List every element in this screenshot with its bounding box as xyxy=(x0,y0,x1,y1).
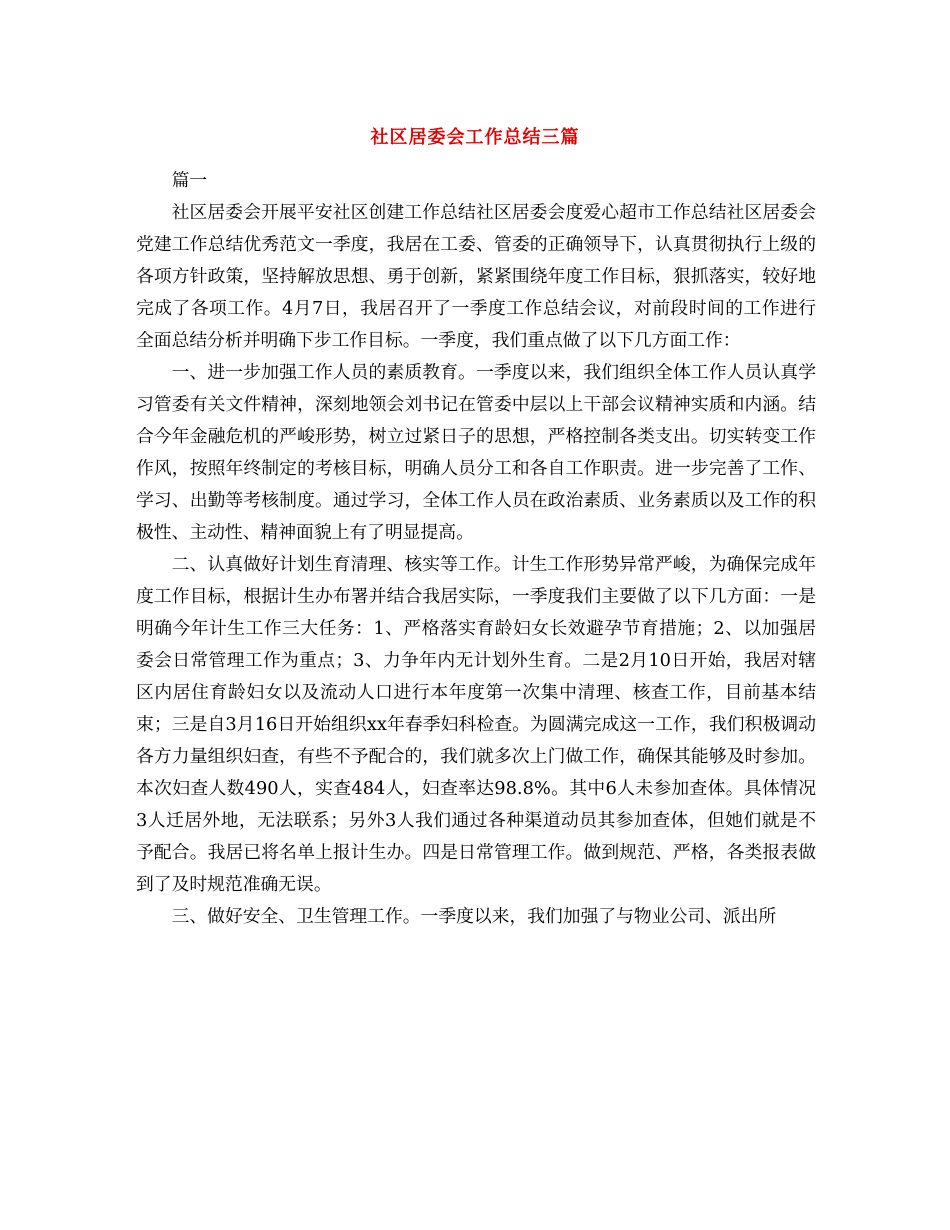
paragraph-item-1: 一、进一步加强工作人员的素质教育。一季度以来，我们组织全体工作人员认真学习管委有关文件精神，深刻地领会刘书记在管委中层以上干部会议精神实质和内涵。结合今年金融危机的严峻形势，树立过紧日子的思想，严格控制各类支出。切实转变工作作风，按照年终制定的考核目标，明确人员分工和各自工作职责。进一步完善了工作、学习、出勤等考核制度。通过学习，全体工作人员在政治素质、业务素质以及工作的积极性、主动性、精神面貌上有了明显提高。 xyxy=(136,362,816,543)
paragraph-section-label: 篇一 xyxy=(171,170,208,191)
paragraph-item-2: 二、认真做好计划生育清理、核实等工作。计生工作形势异常严峻，为确保完成年度工作目标，根据计生办布署并结合我居实际，一季度我们主要做了以下几方面：一是明确今年计生工作三大任务：1、严格落实育龄妇女长效避孕节育措施；2、以加强居委会日常管理工作为重点；3、力争年内无计划外生育。二是2月10日开始，我居对辖区内居住育龄妇女以及流动人口进行本年度第一次集中清理、核查工作，目前基本结束；三是自3月16日开始组织xx年春季妇科检查。为圆满完成这一工作，我们积极调动各方力量组织妇查，有些不予配合的，我们就多次上门做工作，确保其能够及时参加。本次妇查人数490人，实查484人，妇查率达98.8%。其中6人未参加查体。具体情况3人迁居外地，无法联系；另外3人我们通过各种渠道动员其参加查体，但她们就是不予配合。我居已将名单上报计生办。四是日常管理工作。做到规范、严格，各类报表做到了及时规范准确无误。 xyxy=(136,554,816,895)
document-body xyxy=(136,165,816,933)
paragraph-intro: 社区居委会开展平安社区创建工作总结社区居委会度爱心超市工作总结社区居委会党建工作总结优秀范文一季度，我居在工委、管委的正确领导下，认真贯彻执行上级的各项方针政策，坚持解放思想、勇于创新，紧紧围绕年度工作目标，狠抓落实，较好地完成了各项工作。4月7日，我居召开了一季度工作总结会议，对前段时间的工作进行全面总结分析并明确下步工作目标。一季度，我们重点做了以下几方面工作： xyxy=(136,202,816,351)
paragraph-item-3: 三、做好安全、卫生管理工作。一季度以来，我们加强了与物业公司、派出所 xyxy=(171,906,777,927)
document-title: 社区居委会工作总结三篇 xyxy=(370,127,580,148)
